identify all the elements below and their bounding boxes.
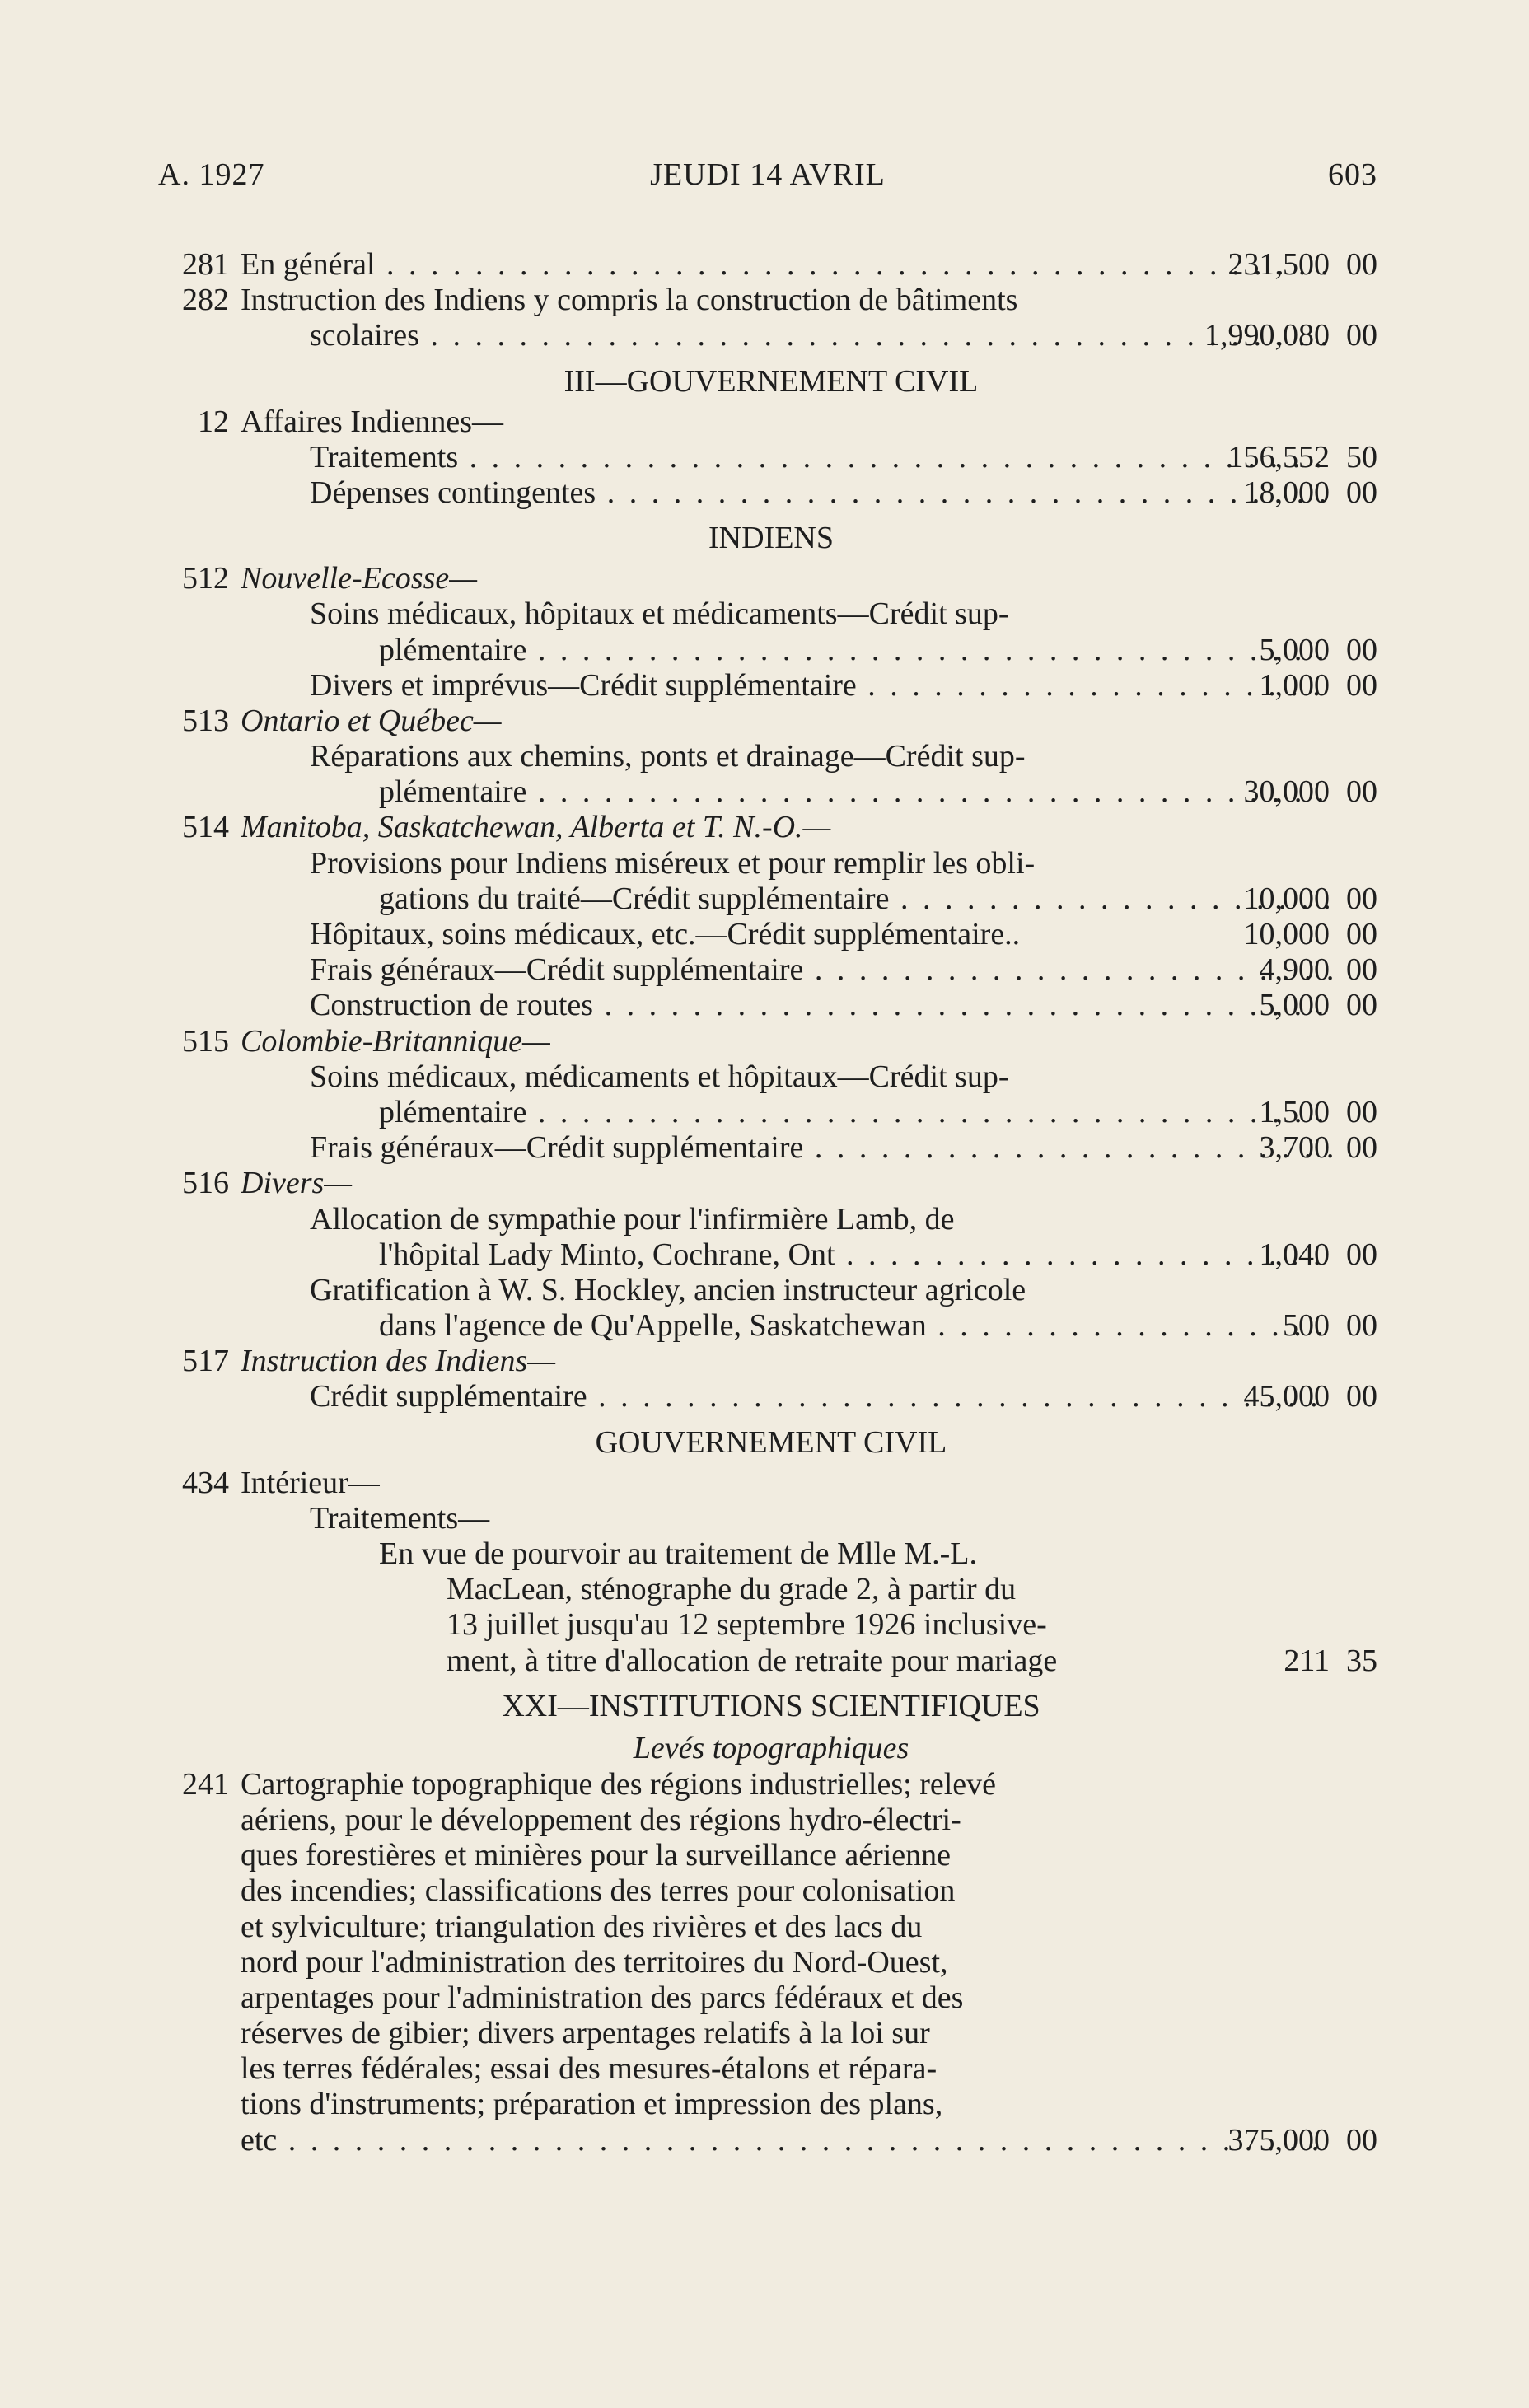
section-subheading: Levés topographiques (633, 1730, 909, 1765)
estimate-line (165, 1379, 1377, 1414)
estimate-line (165, 1767, 1377, 1802)
item-description: des incendies; classifications des terres pour colonisation (241, 1873, 956, 1909)
item-description: etc . . . (241, 2123, 1333, 2158)
estimate-line (165, 283, 1377, 318)
item-description: Réparations aux chemins, ponts et drainage—Crédit sup- (310, 739, 1026, 774)
estimate-line (165, 1945, 1377, 1980)
estimate-line (165, 596, 1377, 632)
amount (1180, 952, 1377, 988)
page-number: 603 (1328, 157, 1377, 192)
estimate-line (165, 561, 1377, 596)
item-description: plémentaire . . . (379, 774, 1333, 810)
item-description: Ontario et Québec— (241, 703, 502, 738)
item-description: tions d'instruments; préparation et impression des plans, (241, 2087, 943, 2122)
item-description: ques forestières et minières pour la surveillance aérienne (241, 1838, 952, 1873)
amount-dollars: 3,700 (1259, 1130, 1330, 1166)
estimate-line (165, 1024, 1377, 1059)
amount-cents: 00 (1346, 917, 1377, 952)
page-date: JEUDI 14 AVRIL (650, 157, 886, 192)
amount-dollars: 500 (1283, 1308, 1330, 1344)
amount-dollars: 231,500 (1227, 247, 1330, 282)
estimate-line (165, 318, 1377, 353)
vote-number: 512 (182, 561, 229, 596)
estimate-line (165, 1344, 1377, 1379)
estimate-line (165, 633, 1377, 668)
amount-cents: 00 (1346, 632, 1377, 667)
amount-cents: 00 (1346, 1379, 1377, 1414)
estimate-line (165, 1910, 1377, 1945)
item-description: En vue de pourvoir au traitement de Mlle M.-L. (379, 1536, 978, 1571)
estimate-line (165, 440, 1377, 475)
item-description: Soins médicaux, hôpitaux et médicaments—Crédit sup- (310, 596, 1009, 632)
item-description: plémentaire . . . (379, 633, 1333, 668)
amount-dollars: 211 (1284, 1643, 1330, 1678)
amount-cents: 00 (1346, 1308, 1377, 1344)
estimate-line (165, 2016, 1377, 2051)
item-description: gations du traité—Crédit supplémentaire . . . (379, 881, 1333, 917)
item-description: Cartographie topographique des régions industrielles; relevé (241, 1766, 997, 1802)
amount (1180, 774, 1377, 810)
estimates-list (165, 247, 1377, 2158)
amount-dollars: 1,990,080 (1204, 318, 1330, 353)
estimate-line (165, 1873, 1377, 1909)
amount-dollars: 1,040 (1259, 1237, 1330, 1272)
estimate-line (165, 917, 1377, 952)
session-year: A. 1927 (158, 157, 265, 192)
item-description: l'hôpital Lady Minto, Cochrane, Ont . . . (379, 1237, 1333, 1273)
section-heading: INDIENS (708, 521, 834, 556)
vote-number: 434 (182, 1465, 229, 1500)
item-description: Traitements . . . (310, 440, 1333, 475)
item-description: Affaires Indiennes— (241, 404, 504, 439)
estimate-line (165, 1308, 1377, 1344)
estimate-line (165, 988, 1377, 1023)
estimate-line (165, 1501, 1377, 1536)
item-description: Allocation de sympathie pour l'infirmière Lamb, de (310, 1201, 955, 1237)
estimate-line (165, 1130, 1377, 1166)
estimate-line (165, 1980, 1377, 2016)
estimate-line (165, 881, 1377, 917)
item-description: Construction de routes . . . (310, 988, 1333, 1023)
amount-cents: 00 (1346, 881, 1377, 916)
amount-dollars: 30,000 (1243, 774, 1330, 810)
section-heading: GOUVERNEMENT CIVIL (595, 1424, 947, 1460)
vote-number: 514 (182, 810, 229, 845)
amount-cents: 00 (1346, 247, 1377, 282)
estimate-line (165, 1644, 1377, 1679)
amount-cents: 00 (1346, 774, 1377, 810)
amount (1180, 881, 1377, 917)
amount (1180, 247, 1377, 283)
item-description: Provisions pour Indiens miséreux et pour remplir les obli- (310, 845, 1036, 881)
amount (1180, 475, 1377, 511)
estimate-line (165, 1273, 1377, 1308)
amount-cents: 00 (1346, 318, 1377, 353)
amount (1180, 917, 1377, 952)
item-description: En général . . . (241, 247, 1333, 283)
amount (1180, 1308, 1377, 1344)
estimate-line (165, 1572, 1377, 1607)
amount-cents: 00 (1346, 1237, 1377, 1272)
vote-number: 241 (182, 1766, 229, 1802)
amount-dollars: 1,500 (1259, 1094, 1330, 1129)
estimate-line (165, 1237, 1377, 1273)
estimate-line (165, 247, 1377, 283)
estimate-line (165, 952, 1377, 988)
amount-cents: 00 (1346, 988, 1377, 1023)
item-description: Dépenses contingentes . . . (310, 475, 1333, 511)
vote-number: 513 (182, 703, 229, 738)
vote-number: 12 (198, 404, 229, 439)
amount (1180, 2123, 1377, 2158)
amount-cents: 00 (1346, 1130, 1377, 1166)
amount (1180, 668, 1377, 704)
item-description: les terres fédérales; essai des mesures-étalons et répara- (241, 2051, 938, 2087)
amount (1180, 1130, 1377, 1166)
item-description: plémentaire . . . (379, 1095, 1333, 1130)
amount-cents: 00 (1346, 667, 1377, 703)
estimate-line (165, 1202, 1377, 1237)
estimate-line (165, 810, 1377, 845)
estimate-line (165, 2051, 1377, 2087)
amount-cents: 50 (1346, 439, 1377, 475)
estimate-line (165, 1095, 1377, 1130)
item-description: Colombie-Britannique— (241, 1023, 550, 1059)
item-description: nord pour l'administration des territoires du Nord-Ouest, (241, 1944, 948, 1980)
estimate-line (165, 846, 1377, 881)
vote-number: 515 (182, 1023, 229, 1059)
item-description: arpentages pour l'administration des parcs fédéraux et des (241, 1980, 964, 2015)
estimate-line (165, 475, 1377, 511)
amount-dollars: 18,000 (1243, 475, 1330, 510)
amount (1180, 318, 1377, 353)
amount-dollars: 10,000 (1243, 881, 1330, 916)
item-description: et sylviculture; triangulation des rivières et des lacs du (241, 1909, 923, 1944)
item-description: 13 juillet jusqu'au 12 septembre 1926 inclusive- (447, 1607, 1047, 1643)
amount (1180, 1237, 1377, 1273)
estimate-line (165, 1536, 1377, 1572)
estimate-line (165, 1607, 1377, 1643)
amount-cents: 00 (1346, 2122, 1377, 2158)
amount-dollars: 4,900 (1259, 952, 1330, 988)
estimate-line (165, 2123, 1377, 2158)
item-description: Nouvelle-Ecosse— (241, 561, 478, 596)
item-description: dans l'agence de Qu'Appelle, Saskatchewan . . . (379, 1308, 1333, 1344)
item-description: aériens, pour le développement des régions hydro-électri- (241, 1802, 961, 1837)
vote-number: 516 (182, 1166, 229, 1201)
item-description: Traitements— (310, 1500, 490, 1536)
item-description: Instruction des Indiens y compris la construction de bâtiments (241, 283, 1018, 318)
amount-cents: 00 (1346, 952, 1377, 988)
item-description: Instruction des Indiens— (241, 1344, 556, 1379)
amount (1180, 988, 1377, 1023)
item-description: Crédit supplémentaire . . . (310, 1379, 1333, 1414)
vote-number: 282 (182, 283, 229, 318)
estimate-line (165, 1466, 1377, 1501)
item-description: Hôpitaux, soins médicaux, etc.—Crédit supplémentaire.. (310, 917, 1021, 952)
vote-number: 517 (182, 1344, 229, 1379)
amount-dollars: 375,000 (1227, 2122, 1330, 2158)
amount-cents: 35 (1346, 1643, 1377, 1678)
amount-dollars: 5,000 (1259, 632, 1330, 667)
item-description: Frais généraux—Crédit supplémentaire . . . (310, 1130, 1333, 1166)
vote-number: 281 (182, 247, 229, 282)
item-description: réserves de gibier; divers arpentages relatifs à la loi sur (241, 2016, 930, 2051)
estimate-line (165, 668, 1377, 704)
amount (1180, 1095, 1377, 1130)
section-heading: XXI—INSTITUTIONS SCIENTIFIQUES (502, 1688, 1040, 1723)
item-description: MacLean, sténographe du grade 2, à partir du (447, 1572, 1017, 1607)
item-description: Divers et imprévus—Crédit supplémentaire . . . (310, 668, 1333, 704)
amount-cents: 00 (1346, 475, 1377, 510)
estimate-line (165, 2087, 1377, 2122)
amount (1180, 1644, 1377, 1679)
page-header (158, 157, 1377, 198)
estimate-line (165, 1059, 1377, 1095)
item-description: Intérieur— (241, 1465, 380, 1500)
estimate-line (165, 1166, 1377, 1201)
amount (1180, 1379, 1377, 1414)
estimate-line (165, 1802, 1377, 1838)
amount-dollars: 45,000 (1243, 1379, 1330, 1414)
amount-dollars: 1,000 (1259, 667, 1330, 703)
item-description: ment, à titre d'allocation de retraite pour mariage (447, 1643, 1058, 1678)
amount-dollars: 156,552 (1227, 439, 1330, 475)
amount-dollars: 10,000 (1243, 917, 1330, 952)
amount (1180, 633, 1377, 668)
estimate-line (165, 739, 1377, 774)
item-description: scolaires . . . (310, 318, 1333, 353)
item-description: Divers— (241, 1166, 353, 1201)
item-description: Soins médicaux, médicaments et hôpitaux—Crédit sup- (310, 1059, 1009, 1094)
section-heading: III—GOUVERNEMENT CIVIL (563, 363, 979, 399)
estimate-line (165, 774, 1377, 810)
item-description: Frais généraux—Crédit supplémentaire . . . (310, 952, 1333, 988)
amount-dollars: 5,000 (1259, 988, 1330, 1023)
amount-cents: 00 (1346, 1094, 1377, 1129)
item-description: Gratification à W. S. Hockley, ancien instructeur agricole (310, 1272, 1026, 1307)
estimate-line (165, 704, 1377, 739)
amount (1180, 440, 1377, 475)
estimate-line (165, 404, 1377, 440)
estimate-line (165, 1838, 1377, 1873)
item-description: Manitoba, Saskatchewan, Alberta et T. N.-O.— (241, 810, 831, 845)
